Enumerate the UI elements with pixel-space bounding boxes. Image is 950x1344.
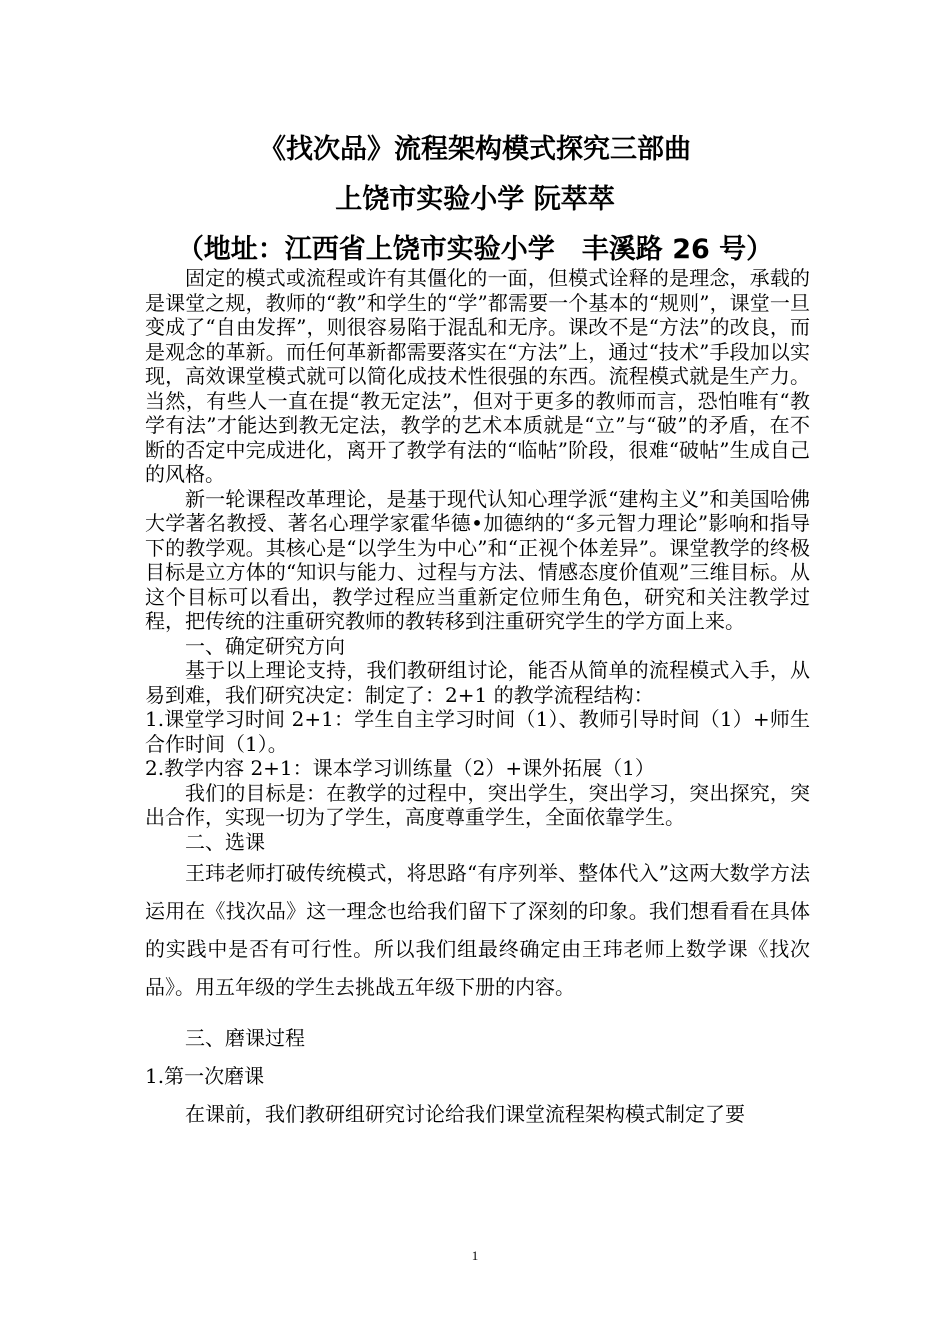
list-item-first-session: 1.第一次磨课 xyxy=(145,1064,265,1088)
paragraph-lesson-choice: 王玮老师打破传统模式，将思路“有序列举、整体代入”这两大数学方法运用在《找次品》这一理念也给我们留下了深刻的印象。我们想看看在具体的实践中是否有可行性。所以我们组最终确定由王玮老师上数学课《找次品》。用五年级的学生去挑战五年级下册的内容。 xyxy=(145,861,810,999)
page-number: 1 xyxy=(471,1248,479,1263)
address-line: （地址：江西省上饶市实验小学 丰溪路 26 号） xyxy=(176,234,774,265)
paragraph-preparation: 在课前，我们教研组研究讨论给我们课堂流程架构模式制定了要 xyxy=(185,1102,745,1126)
section-heading-direction: 一、确定研究方向 xyxy=(185,633,345,658)
paragraph-goal: 我们的目标是：在教学的过程中，突出学生，突出学习，突出探究，突出合作，实现一切为了学生，高度尊重学生，全面依靠学生。 xyxy=(145,780,810,829)
paragraph-decision: 基于以上理论支持，我们教研组讨论，能否从简单的流程模式入手，从易到难，我们研究决定：制定了：2+1 的教学流程结构： xyxy=(145,658,810,707)
section-heading-lesson-choice: 二、选课 xyxy=(185,829,265,854)
paragraph-intro: 固定的模式或流程或许有其僵化的一面，但模式诠释的是理念，承载的是课堂之规，教师的“教”和学生的“学”都需要一个基本的“规则”，课堂一旦变成了“自由发挥”，则很容易陷于混乱和无序。课改不是“方法”的改良，而是观念的革新。而任何革新都需要落实在“方法”上，通过“技术”手段加以实现，高效课堂模式就可以简化成技术性很强的东西。流程模式就是生产力。当然，有些人一直在提“教无定法”，但对于更多的教师而言，恐怕唯有“教学有法”才能达到教无定法，教学的艺术本质就是“立”与“破”的矛盾，在不断的否定中完成进化，离开了教学有法的“临帖”阶段，很难“破帖”生成自己的风格。 xyxy=(145,266,810,486)
list-item-content: 2.教学内容 2+1：课本学习训练量（2）+课外拓展（1） xyxy=(145,756,655,780)
paragraph-theory: 新一轮课程改革理论，是基于现代认知心理学派“建构主义”和美国哈佛大学著名教授、著名心理学家霍华德•加德纳的“多元智力理论”影响和指导下的教学观。其核心是“以学生为中心”和“正视个体差异”。课堂教学的终极目标是立方体的“知识与能力、过程与方法、情感态度价值观”三维目标。从这个目标可以看出，教学过程应当重新定位师生角色，研究和关注教学过程，把传统的注重研究教师的教转移到注重研究学生的学方面上来。 xyxy=(145,486,810,633)
document-body xyxy=(145,266,810,1133)
section-heading-process: 三、磨课过程 xyxy=(185,1026,305,1050)
document-title: 《找次品》流程架构模式探究三部曲 xyxy=(259,134,691,165)
list-item-time: 1.课堂学习时间 2+1：学生自主学习时间（1）、教师引导时间（1）+师生合作时间（1）。 xyxy=(145,707,810,756)
author-line: 上饶市实验小学 阮萃萃 xyxy=(335,184,615,215)
